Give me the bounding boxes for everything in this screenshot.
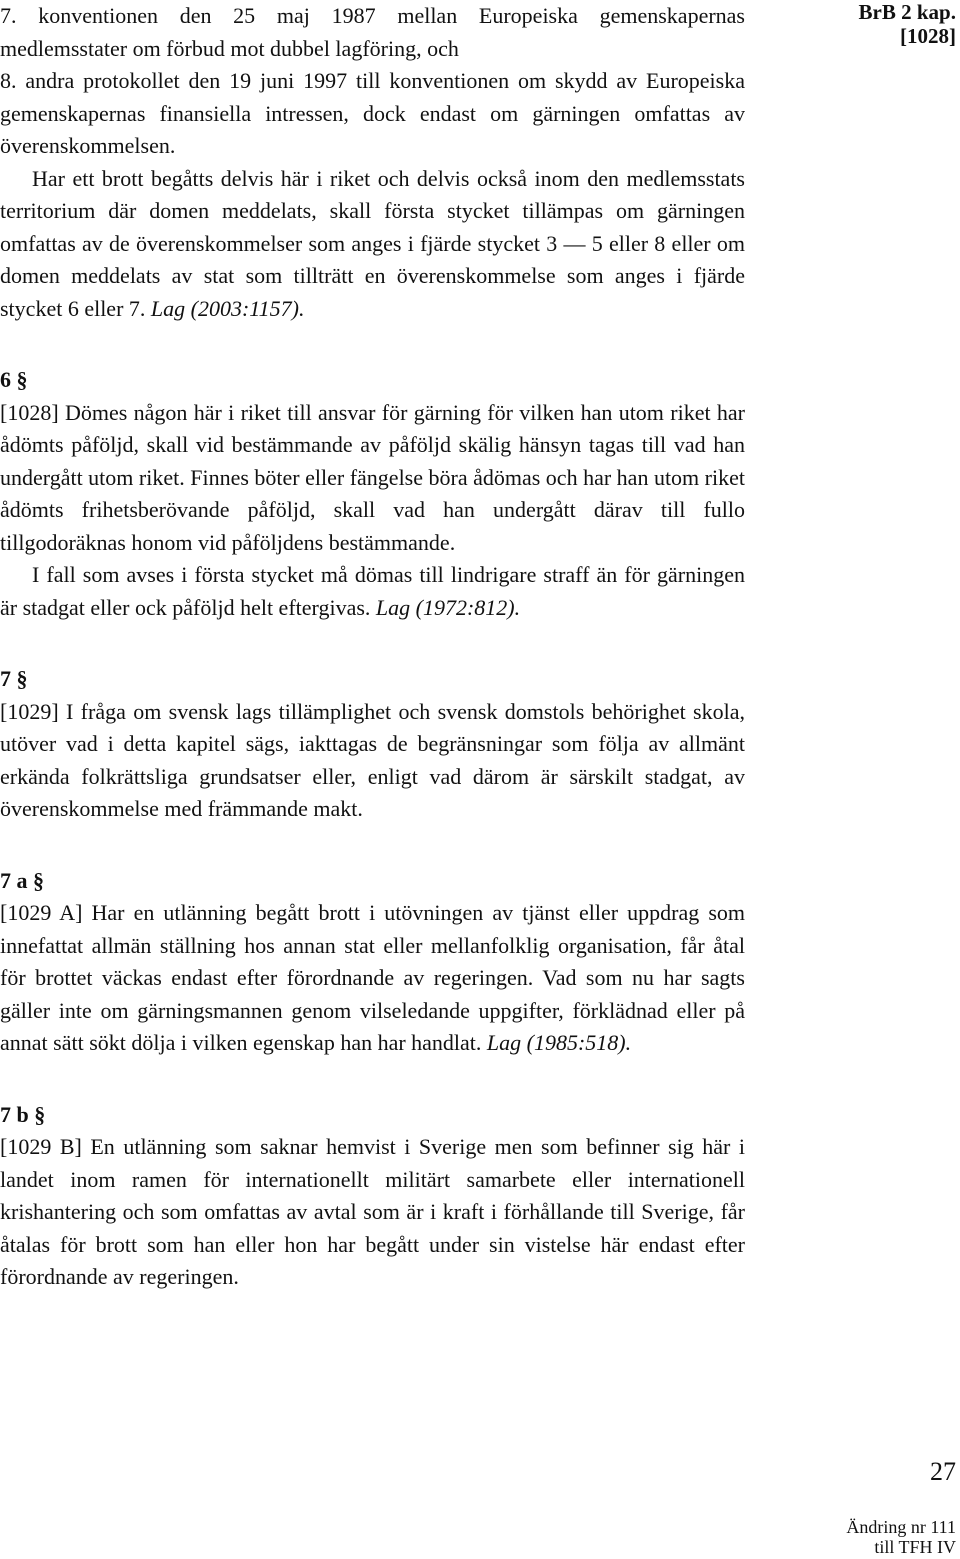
section-heading-7b: 7 b § — [0, 1101, 46, 1127]
section-6-paragraph-2 — [0, 559, 745, 624]
list-item-8: 8. andra protokollet den 19 juni 1997 till konventionen om skydd av Europeiska gemenskapernas finansiella intressen, dock endast om gärningen omfattas av överenskommelsen. — [0, 68, 745, 158]
section-7b-paragraph-1: [1029 B] En utlänning som saknar hemvist i Sverige men som befinner sig här i landet inom ramen för internationellt militärt samarbete eller internationell krishantering och som omfattas av avtal som är i kraft i förhållande till Sverige, får åtalas för brott som han eller hon har begått under sin vistelse här endast efter förordnande av regeringen. — [0, 1134, 745, 1289]
paragraph-text: [1029 A] Har en utlänning begått brott i utövningen av tjänst eller uppdrag som innefattat allmän ställning hos annan stat eller mellanfolklig organisation, får åtal för brottet väckas endast efter förordnande av regeringen. Vad som nu har sagts gäller inte om gärningsmannen genom vilseledande uppgifter, förklädnad eller på annat sätt sökt dölja i vilken egenskap han har handlat. — [0, 900, 745, 1055]
chapter-label: BrB 2 kap. — [858, 0, 956, 24]
law-citation: Lag (1985:518). — [486, 1030, 632, 1055]
list-item-7: 7. konventionen den 25 maj 1987 mellan Europeiska gemenskapernas medlemsstater om förbud mot dubbel lagföring, och — [0, 3, 745, 61]
page-number: 27 — [930, 1457, 956, 1486]
running-header — [859, 0, 956, 48]
publication-label: till TFH IV — [874, 1537, 956, 1557]
section-7-paragraph-1: [1029] I fråga om svensk lags tillämplighet och svensk domstols behörighet skola, utöver vad i detta kapitel sägs, iakttagas de begränsningar som följa av allmänt erkända folkrättsliga grundsatser eller, enligt vad därom är särskilt stadgat, av överenskommelse med främmande makt. — [0, 698, 745, 821]
footer-note — [846, 1517, 956, 1557]
law-citation: Lag (1972:812). — [375, 594, 521, 620]
section-reference: [1028] — [900, 24, 956, 48]
paragraph-text: Har ett brott begåtts delvis här i riket och delvis också inom den medlemsstats territorium där domen meddelats, skall första stycket tillämpas om gärningen omfattas av de överenskommelser som anges i fjärde stycket 3 — 5 eller 8 eller om domen meddelats av stat som tillträtt en överenskommelse som anges i fjärde stycket 6 eller 7. — [0, 165, 745, 321]
intro-paragraph — [0, 163, 745, 326]
section-heading-7a: 7 a § — [0, 867, 44, 893]
section-heading-7: 7 § — [0, 666, 28, 691]
amendment-label: Ändring nr 111 — [846, 1517, 956, 1537]
paragraph-text: I fall som avses i första stycket må dömas till lindrigare straff än för gärningen är stadgat eller ock påföljd helt eftergivas. — [0, 562, 745, 620]
section-6-paragraph-1: [1028] Dömes någon här i riket till ansvar för gärning för vilken han utom riket har ådömts påföljd, skall vid bestämmande av påföljd skälig hänsyn tagas till vad han undergått utom riket. Finnes böter eller fängelse böra ådömas och har han utom riket ådömts frihetsberövande påföljd, skall vad han undergått därav till fullo tillgodoräknas honom vid påföljdens bestämmande. — [0, 399, 745, 555]
section-heading-6: 6 § — [0, 367, 28, 392]
law-citation: Lag (2003:1157). — [150, 295, 305, 321]
section-7a-paragraph-1 — [0, 897, 745, 1060]
